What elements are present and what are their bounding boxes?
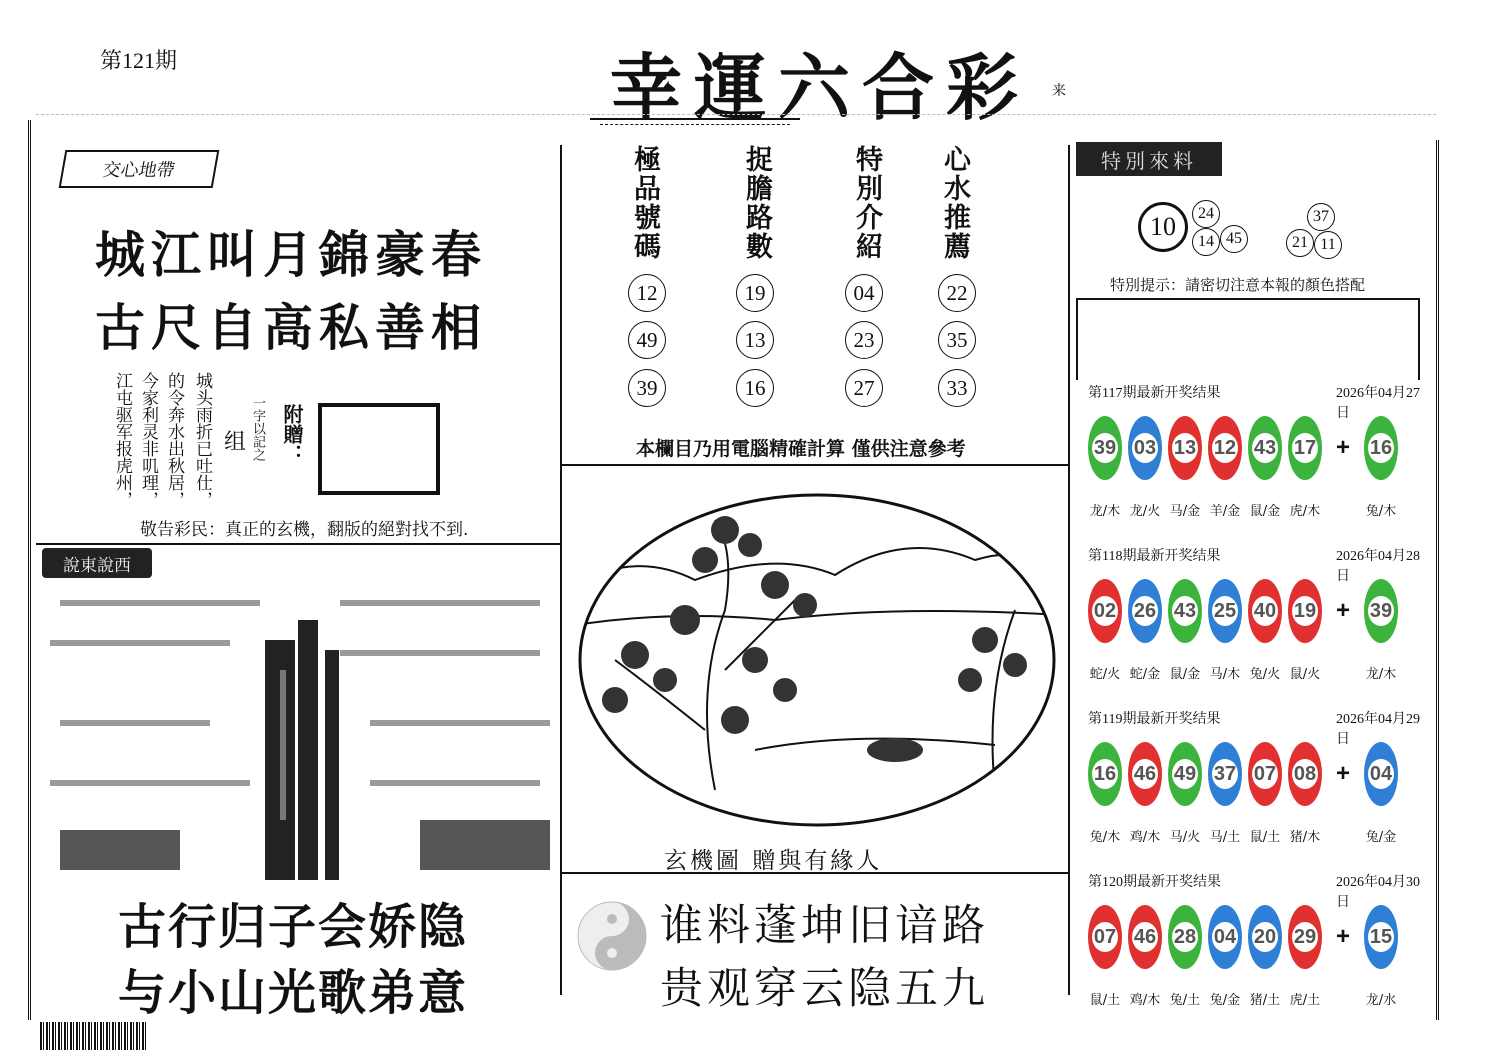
- lottery-ball: [1128, 416, 1162, 480]
- gift-box: [318, 403, 440, 495]
- result-date: 2026年04月30日: [1336, 875, 1420, 910]
- ball-number: 28: [1172, 922, 1198, 952]
- special-small-ball: 24: [1192, 200, 1220, 228]
- frame-top: [36, 114, 1436, 115]
- picture-caption: 玄機圖 贈與有緣人: [664, 848, 883, 874]
- lottery-ball: [1364, 905, 1398, 969]
- lottery-ball: [1128, 905, 1162, 969]
- number-circle: 13: [736, 321, 774, 359]
- number-circle: 16: [736, 369, 774, 407]
- ball-number: 46: [1132, 759, 1158, 789]
- lottery-ball: [1208, 416, 1242, 480]
- ball-number: 26: [1132, 596, 1158, 626]
- verse-column: 城头雨折已吐仕，: [192, 372, 212, 508]
- zodiac-label: 马/木: [1209, 667, 1241, 682]
- frame-right-border: [1436, 140, 1443, 1020]
- special-small-ball: 37: [1307, 203, 1335, 231]
- number-circle: 35: [938, 321, 976, 359]
- number-circle: 39: [628, 369, 666, 407]
- zodiac-label: 龙/水: [1365, 993, 1397, 1008]
- ball-number: 12: [1212, 433, 1238, 463]
- number-circle: 19: [736, 274, 774, 312]
- zodiac-label: 马/金: [1169, 504, 1201, 519]
- ball-number: 02: [1092, 596, 1118, 626]
- zodiac-label: 猪/土: [1249, 993, 1281, 1008]
- lottery-ball: [1168, 416, 1202, 480]
- ball-number: 43: [1252, 433, 1278, 463]
- lottery-ball: [1168, 579, 1202, 643]
- column-head-guts: 捉膽路數: [741, 145, 772, 261]
- result-title: 第119期最新开奖结果: [1088, 712, 1221, 727]
- number-circle: 12: [628, 274, 666, 312]
- divider-left: [36, 543, 560, 545]
- zodiac-label: 鼠/金: [1169, 667, 1201, 682]
- verse-column: 江屯驱军报虎州，: [112, 372, 132, 508]
- faded-article: [40, 580, 555, 880]
- poem3-line-2: 与小山光歌弟意: [118, 965, 469, 1021]
- color-hint: 特別提示：請密切注意本報的顏色搭配: [1110, 276, 1366, 294]
- lottery-ball: [1088, 905, 1122, 969]
- lottery-ball: [1088, 742, 1122, 806]
- yin-yang-icon: [576, 900, 648, 972]
- lottery-ball: [1168, 905, 1202, 969]
- section-tag-heart: 交心地帶: [59, 150, 220, 188]
- page-title: 幸運六合彩: [610, 45, 1031, 130]
- result-title: 第120期最新开奖结果: [1088, 875, 1221, 890]
- ball-number: 15: [1368, 922, 1394, 952]
- zodiac-label: 鸡/木: [1129, 830, 1161, 845]
- zodiac-label: 龙/木: [1089, 504, 1121, 519]
- zodiac-label: 龙/木: [1365, 667, 1397, 682]
- zodiac-label: 蛇/火: [1089, 667, 1121, 682]
- zodiac-label: 蛇/金: [1129, 667, 1161, 682]
- zodiac-label: 虎/土: [1289, 993, 1321, 1008]
- special-material-tag: 特別來料: [1076, 142, 1222, 176]
- ball-number: 07: [1252, 759, 1278, 789]
- zodiac-label: 羊/金: [1209, 504, 1241, 519]
- lottery-ball: [1208, 579, 1242, 643]
- divider-center-1: [562, 464, 1068, 466]
- zodiac-label: 兔/木: [1365, 504, 1397, 519]
- ball-number: 39: [1368, 596, 1394, 626]
- poem-line-1: 城江叫月錦豪春: [95, 225, 487, 284]
- result-date: 2026年04月28日: [1336, 549, 1420, 584]
- ball-number: 07: [1092, 922, 1118, 952]
- lottery-ball: [1128, 579, 1162, 643]
- ball-number: 17: [1292, 433, 1318, 463]
- zodiac-label: 鸡/木: [1129, 993, 1161, 1008]
- result-date: 2026年04月27日: [1336, 386, 1420, 421]
- special-small-ball: 21: [1286, 229, 1314, 257]
- ball-number: 03: [1132, 433, 1158, 463]
- number-circle: 33: [938, 369, 976, 407]
- barcode: [40, 1022, 148, 1050]
- zodiac-label: 马/土: [1209, 830, 1241, 845]
- zodiac-label: 兔/金: [1209, 993, 1241, 1008]
- lottery-ball: [1248, 742, 1282, 806]
- calc-note: 本欄目乃用電腦精確計算 僅供注意參考: [636, 438, 966, 460]
- ball-number: 43: [1172, 596, 1198, 626]
- plus-sign: +: [1336, 434, 1351, 461]
- zodiac-label: 龙/火: [1129, 504, 1161, 519]
- divider-center-left: [560, 145, 562, 995]
- result-title: 第118期最新开奖结果: [1088, 549, 1221, 564]
- lottery-ball: [1288, 905, 1322, 969]
- special-small-ball: 45: [1220, 225, 1248, 253]
- special-small-ball: 14: [1192, 228, 1220, 256]
- lottery-ball: [1248, 579, 1282, 643]
- group-label: 组: [224, 430, 247, 455]
- lottery-ball: [1168, 742, 1202, 806]
- lottery-ball: [1364, 416, 1398, 480]
- zodiac-label: 虎/木: [1289, 504, 1321, 519]
- ball-number: 39: [1092, 433, 1118, 463]
- ball-number: 08: [1292, 759, 1318, 789]
- lottery-ball: [1208, 742, 1242, 806]
- plus-sign: +: [1336, 923, 1351, 950]
- ball-number: 29: [1292, 922, 1318, 952]
- lottery-ball: [1248, 905, 1282, 969]
- zodiac-label: 鼠/火: [1289, 667, 1321, 682]
- column-head-best: 極品號碼: [629, 145, 660, 261]
- result-title: 第117期最新开奖结果: [1088, 386, 1221, 401]
- ball-number: 13: [1172, 433, 1198, 463]
- lottery-ball: [1088, 416, 1122, 480]
- number-circle: 27: [845, 369, 883, 407]
- lottery-ball: [1128, 742, 1162, 806]
- frame-left-border: [28, 120, 35, 1020]
- result-date: 2026年04月29日: [1336, 712, 1420, 747]
- zodiac-label: 兔/木: [1089, 830, 1121, 845]
- ball-number: 46: [1132, 922, 1158, 952]
- lottery-ball: [1288, 416, 1322, 480]
- section-tag-chat: 說東說西: [42, 548, 152, 578]
- zodiac-label: 鼠/土: [1249, 830, 1281, 845]
- lottery-ball: [1288, 579, 1322, 643]
- number-circle: 49: [628, 321, 666, 359]
- plus-sign: +: [1336, 760, 1351, 787]
- lottery-ball: [1364, 579, 1398, 643]
- verse-column: 今家利灵非叽理，: [138, 372, 158, 508]
- plus-sign: +: [1336, 597, 1351, 624]
- poem3-line-1: 古行归子会娇隐: [118, 899, 469, 955]
- number-circle: 23: [845, 321, 883, 359]
- results-panel: [1076, 298, 1420, 380]
- ball-number: 16: [1092, 759, 1118, 789]
- results-list: [1084, 378, 1424, 1018]
- verse-column: 的令奔水出秋居，: [164, 372, 184, 508]
- ball-number: 19: [1292, 596, 1318, 626]
- hint-label: 一字以記之: [250, 396, 265, 461]
- title-suffix: 来: [1052, 83, 1066, 99]
- lottery-ball: [1288, 742, 1322, 806]
- zodiac-label: 兔/土: [1169, 993, 1201, 1008]
- ball-number: 37: [1212, 759, 1238, 789]
- zodiac-label: 鼠/土: [1089, 993, 1121, 1008]
- lottery-ball: [1208, 905, 1242, 969]
- gift-label: 附贈：: [280, 404, 304, 464]
- zodiac-label: 马/火: [1169, 830, 1201, 845]
- issue-number: 第121期: [100, 48, 178, 73]
- lottery-ball: [1088, 579, 1122, 643]
- ball-number: 04: [1212, 922, 1238, 952]
- poem-line-2: 古尺自高私善相: [95, 298, 487, 357]
- ball-number: 04: [1368, 759, 1394, 789]
- zodiac-label: 鼠/金: [1249, 504, 1281, 519]
- poem2-line-1: 谁料蓬坤旧谙路: [660, 901, 989, 951]
- ball-number: 25: [1212, 596, 1238, 626]
- zodiac-label: 兔/火: [1249, 667, 1281, 682]
- zodiac-label: 兔/金: [1365, 830, 1397, 845]
- title-ornament: [590, 118, 800, 132]
- special-big-ball: 10: [1138, 202, 1188, 252]
- poem2-line-2: 贵观穿云隐五九: [660, 964, 989, 1014]
- ball-number: 16: [1368, 433, 1394, 463]
- ball-number: 49: [1172, 759, 1198, 789]
- column-head-recommend: 心水推薦: [939, 145, 970, 261]
- special-small-ball: 11: [1314, 231, 1342, 259]
- lottery-ball: [1364, 742, 1398, 806]
- number-circle: 22: [938, 274, 976, 312]
- ball-number: 20: [1252, 922, 1278, 952]
- lottery-ball: [1248, 416, 1282, 480]
- zodiac-label: 猪/木: [1289, 830, 1321, 845]
- ball-number: 40: [1252, 596, 1278, 626]
- mystery-picture: [575, 490, 1060, 835]
- number-circle: 04: [845, 274, 883, 312]
- warning-text: 敬告彩民：真正的玄機，翻版的絕對找不到.: [140, 520, 469, 540]
- divider-center-right: [1068, 145, 1070, 995]
- column-head-special: 特別介紹: [851, 145, 882, 261]
